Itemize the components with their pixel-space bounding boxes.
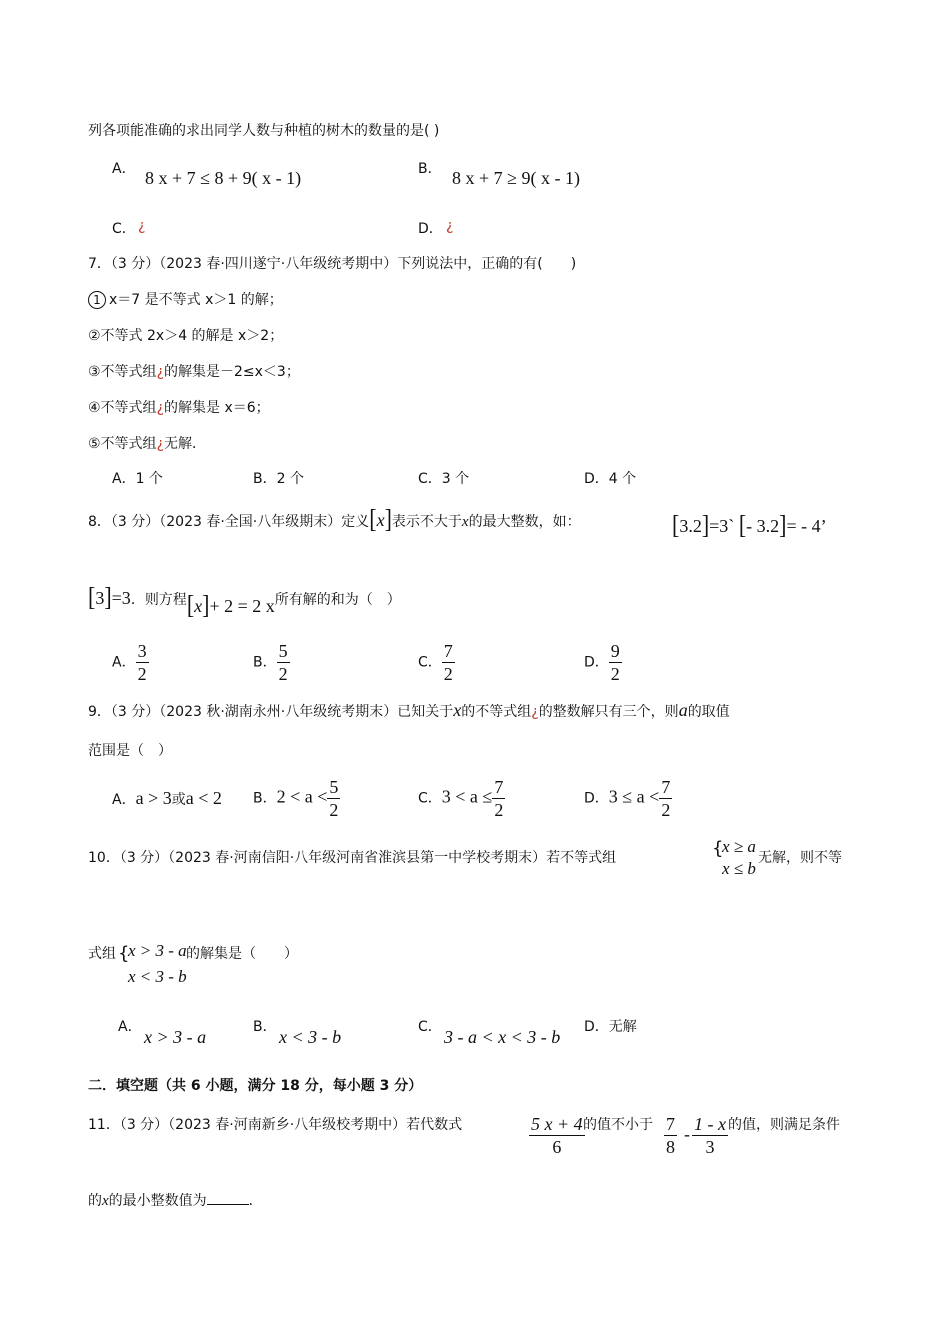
q10-option-a-expr: x > 3 - a xyxy=(144,1027,207,1047)
q8-line2: [3]=3．则方程[x]+ 2 = 2 x所有解的和为（ ） xyxy=(88,581,401,620)
q11-head: 11．（3 分）（2023 春·河南新乡·八年级校考期中）若代数式 xyxy=(88,1117,463,1133)
q11-fraction-2: $\frac{7}{8}$ xyxy=(666,1114,675,1157)
q6-option-a-expr: 8 x + 7 ≤ 8 + 9( x - 1) xyxy=(145,168,302,188)
q6-option-b-expr: 8 x + 7 ≥ 9( x - 1) xyxy=(452,168,581,188)
q6-option-b-label[interactable]: B． xyxy=(418,161,442,177)
q9-option-d[interactable]: D．3 ≤ a < $\frac{7}{2}$ xyxy=(584,777,671,820)
q10-line2b: 的解集是（ ） xyxy=(186,946,298,962)
q11-tail: 的值，则满足条件 xyxy=(728,1117,840,1133)
q8-option-d[interactable]: D． $\frac{9}{2}$ xyxy=(584,641,620,684)
q7-statement-3: ③不等式组¿的解集是－2≤x＜3； xyxy=(88,364,300,380)
q6-option-a-label[interactable]: A． xyxy=(112,161,136,177)
q9-option-a[interactable]: A．a > 3或a < 2 xyxy=(112,788,222,808)
section-title-fill-in: 二．填空题（共 6 小题，满分 18 分，每小题 3 分） xyxy=(88,1078,423,1094)
q10-option-a-label[interactable]: A． xyxy=(118,1019,142,1035)
q8-examples: [3.2]=3` [- 3.2]= - 4’ xyxy=(672,509,827,540)
q11-minus: - xyxy=(684,1124,690,1144)
q8-option-a[interactable]: A． $\frac{3}{2}$ xyxy=(112,641,147,684)
q11-fraction-3: $\frac{1 - x}{3}$ xyxy=(694,1114,726,1157)
q6-option-c-expr: ¿ xyxy=(138,218,146,234)
q6-option-d-label[interactable]: D． xyxy=(418,221,443,237)
q8-option-c[interactable]: C． $\frac{7}{2}$ xyxy=(418,641,453,684)
q9-option-b[interactable]: B．2 < a < $\frac{5}{2}$ xyxy=(253,777,339,820)
q11-fraction-1: $\frac{5 x + 4}{6}$ xyxy=(531,1114,583,1157)
q7-option-b[interactable]: B．2 个 xyxy=(253,471,304,487)
q7-statement-4: ④不等式组¿的解集是 x＝6； xyxy=(88,400,270,416)
q10-option-b-expr: x < 3 - b xyxy=(279,1027,342,1047)
q10-option-c-expr: 3 - a < x < 3 - b xyxy=(444,1027,561,1047)
q8-option-b[interactable]: B． $\frac{5}{2}$ xyxy=(253,641,288,684)
q9-line2: 范围是（ ） xyxy=(88,743,172,759)
q6-option-c-label[interactable]: C． xyxy=(112,221,136,237)
q7-option-a[interactable]: A．1 个 xyxy=(112,471,163,487)
q10-option-d[interactable]: D．无解 xyxy=(584,1019,637,1035)
q11-mid: 的值不小于 xyxy=(583,1117,653,1133)
q9-line1: 9．（3 分）（2023 秋·湖南永州·八年级统考期末）已知关于x的不等式组¿的整数解只有三个，则a的取值 xyxy=(88,700,730,720)
circled-one-icon: 1 xyxy=(88,291,106,309)
q7-statement-1: 1 x＝7 是不等式 x＞1 的解； xyxy=(88,289,283,309)
q10-head: 10．（3 分）（2023 春·河南信阳·八年级河南省淮滨县第一中学校考期末）若不等式组 xyxy=(88,850,617,866)
q7-statement-5: ⑤不等式组¿无解． xyxy=(88,436,206,452)
q7-statement-2: ②不等式 2x＞4 的解是 x＞2； xyxy=(88,328,284,344)
q11-answer-blank[interactable] xyxy=(207,1190,249,1205)
q9-option-c[interactable]: C．3 < a ≤ $\frac{7}{2}$ xyxy=(418,777,504,820)
q7-head: 7．（3 分）（2023 春·四川遂宁·八年级统考期中）下列说法中，正确的有( ) xyxy=(88,256,577,272)
q10-system1-brace: { xyxy=(712,838,724,859)
q10-tail: 无解，则不等 xyxy=(758,850,842,866)
q6-option-d-expr: ¿ xyxy=(446,218,454,234)
q8-line1: 8．（3 分）（2023 春·全国·八年级期末）定义[x]表示不大于x的最大整数，如： xyxy=(88,503,581,534)
q7-option-c[interactable]: C．3 个 xyxy=(418,471,470,487)
q11-line2: 的x的最小整数值为 ． xyxy=(88,1190,263,1210)
q10-system2-brace: { xyxy=(118,943,130,964)
q10-line2a: 式组 xyxy=(88,946,116,962)
q10-system2: x > 3 - a x < 3 - b xyxy=(128,941,187,986)
q10-option-b-label[interactable]: B． xyxy=(253,1019,277,1035)
q7-option-d[interactable]: D．4 个 xyxy=(584,471,637,487)
q6-stem: 列各项能准确的求出同学人数与种植的树木的数量的是( ) xyxy=(88,123,440,139)
q10-system1: x ≥ a x ≤ b xyxy=(722,837,756,878)
q10-option-c-label[interactable]: C． xyxy=(418,1019,442,1035)
